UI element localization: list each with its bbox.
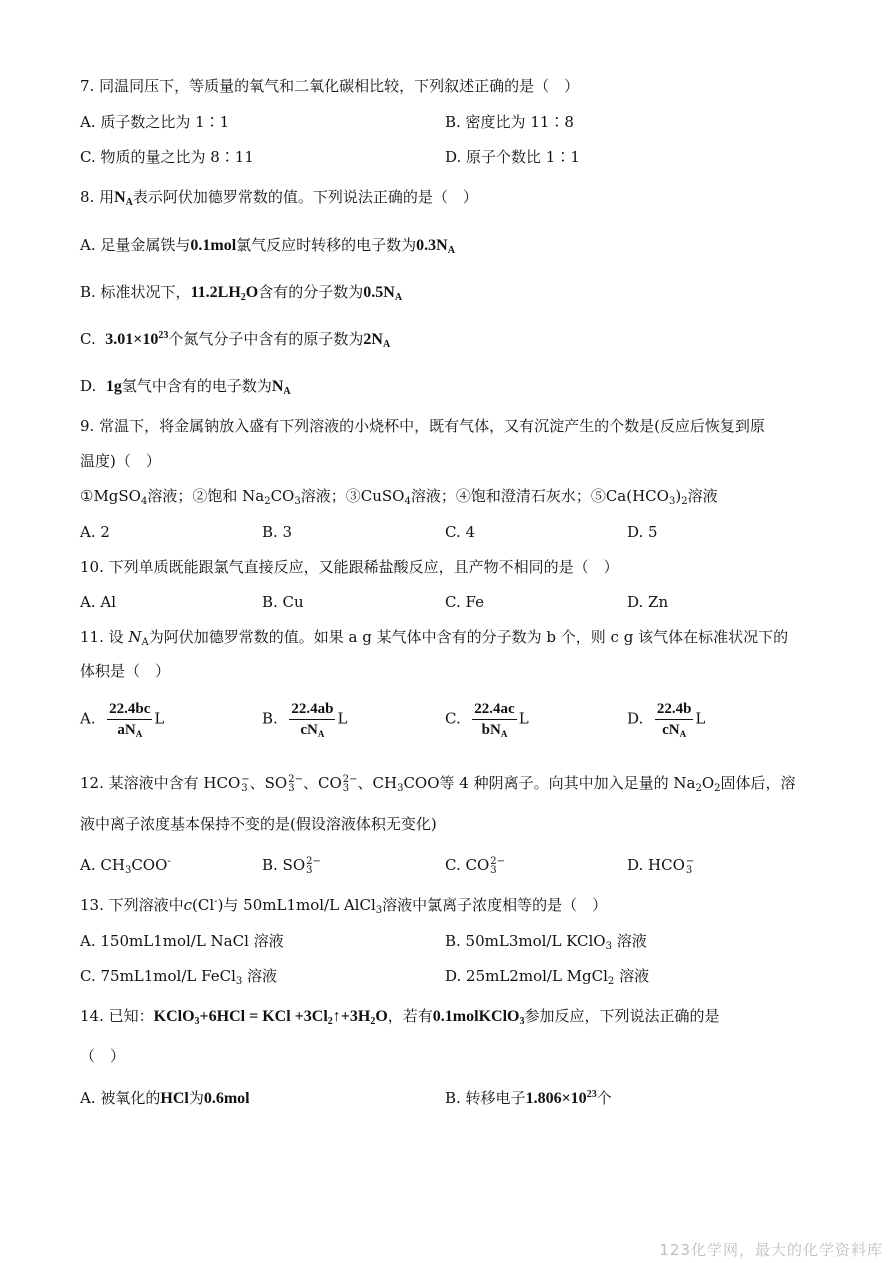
q7-option-a: A. 质子数之比为 1∶1 [80, 113, 230, 131]
q8-option-d: D. 1g氢气中含有的电子数为$N_A$ [80, 377, 291, 397]
q11-option-d: D. $\frac{22.4b}{cN_A}$ L [627, 701, 706, 739]
q8-stem: 8. 用$N_A$表示阿伏加德罗常数的值。下列说法正确的是（ ） [80, 188, 478, 208]
q12-option-a: A. $CH_3COO^-$ [80, 856, 171, 876]
q14-stem-line2: （ ） [80, 1047, 126, 1065]
q8-option-a: A. 足量金属铁与0.1mol氯气反应时转移的电子数为$0.3N_A$ [80, 236, 455, 256]
q7-option-c: C. 物质的量之比为 8∶11 [80, 148, 254, 166]
q13-option-d: D. 25mL2mol/L MgCl$_2$ 溶液 [445, 967, 650, 987]
fraction: $\frac{22.4ab}{cN_A}$ [291, 701, 334, 739]
q9-solution-list: ①MgSO$_4$溶液；②饱和 $Na_2CO_3$溶液；③CuSO$_4$溶液；④饱和澄清石灰水；$⑤Ca(HCO_3)_2$溶液 [80, 487, 718, 507]
q10-option-d: D. Zn [627, 593, 669, 611]
q10-option-c: C. Fe [445, 593, 484, 611]
reaction-equation: KClO$_3$+6HCl = KCl $+3Cl_2↑+3H_2O$ [153, 1008, 388, 1027]
q11-stem-line2: 体积是（ ） [80, 662, 171, 680]
q8-option-c: C. $3.01\times 10^{23}$个氮气分子中含有的原子数为$2N_A$ [80, 330, 391, 350]
q12-stem-line1: 12. 某溶液中含有 HCO − 3 、SO 2− 3 、CO 2− 3 、$CH_3COO$等 4 种阴离子。向其中加入足量的 $Na_2O_2$固体后，溶 [80, 774, 796, 794]
fraction: $\frac{22.4b}{cN_A}$ [656, 701, 692, 739]
q9-option-b: B. 3 [262, 523, 293, 541]
q9-option-c: C. 4 [445, 523, 476, 541]
q11-stem-line1: 11. 设 $N_A$为阿伏加德罗常数的值。如果 a g 某气体中含有的分子数为 b 个，则 c g 该气体在标准状况下的 [80, 628, 789, 648]
site-watermark-footer: 123化学网，最大的化学资料库 [659, 1241, 883, 1259]
fraction: $\frac{22.4bc}{aN_A}$ [109, 701, 151, 739]
q12-option-d: D. HCO − 3 [627, 856, 695, 876]
q14-option-b: B. 转移电子$1.806\times 10^{23}$个 [445, 1089, 612, 1107]
q11-option-a: A. $\frac{22.4bc}{aN_A}$ L [80, 701, 165, 739]
q9-stem-line2: 温度)（ ） [80, 452, 161, 470]
q14-option-a: A. 被氧化的HCl为0.6mol [80, 1089, 250, 1107]
q11-option-b: B. $\frac{22.4ab}{cN_A}$ L [262, 701, 348, 739]
q13-option-b: B. 50mL3mol/L KClO$_3$ 溶液 [445, 932, 647, 952]
q9-option-a: A. 2 [80, 523, 110, 541]
q13-stem: 13. 下列溶液中c(Cl-)与 50mL1mol/L AlCl$_3$溶液中氯离子浓度相等的是（ ） [80, 896, 608, 916]
q12-option-c: C. CO 2− 3 [445, 856, 506, 876]
q13-option-a: A. 150mL1mol/L NaCl 溶液 [80, 932, 284, 950]
q10-stem: 10. 下列单质既能跟氯气直接反应，又能跟稀盐酸反应，且产物不相同的是（ ） [80, 558, 619, 576]
fraction: $\frac{22.4ac}{bN_A}$ [474, 701, 515, 739]
q11-option-c: C. $\frac{22.4ac}{bN_A}$ L [445, 701, 529, 739]
q13-option-c: C. 75mL1mol/L FeCl$_3$ 溶液 [80, 967, 278, 987]
q12-stem-line2: 液中离子浓度基本保持不变的是(假设溶液体积无变化) [80, 815, 437, 833]
q8-option-b: B. 标准状况下，$11.2LH_2O$含有的分子数为$0.5N_A$ [80, 283, 403, 303]
q9-stem-line1: 9. 常温下，将金属钠放入盛有下列溶液的小烧杯中，既有气体，又有沉淀产生的个数是(反应后恢复到原 [80, 417, 765, 435]
q9-option-d: D. 5 [627, 523, 658, 541]
q7-stem: 7. 同温同压下，等质量的氧气和二氧化碳相比较，下列叙述正确的是（ ） [80, 77, 580, 95]
q7-option-b: B. 密度比为 11∶8 [445, 113, 574, 131]
q10-option-a: A. Al [80, 593, 116, 611]
q7-option-d: D. 原子个数比 1∶1 [445, 148, 580, 166]
q10-option-b: B. Cu [262, 593, 304, 611]
q12-option-b: B. SO 2− 3 [262, 856, 321, 876]
q14-stem-line1: 14. 已知：KClO$_3$+6HCl = KCl $+3Cl_2↑+3H_2O$，若有0.1molKClO$_3$参加反应，下列说法正确的是 [80, 1007, 720, 1027]
